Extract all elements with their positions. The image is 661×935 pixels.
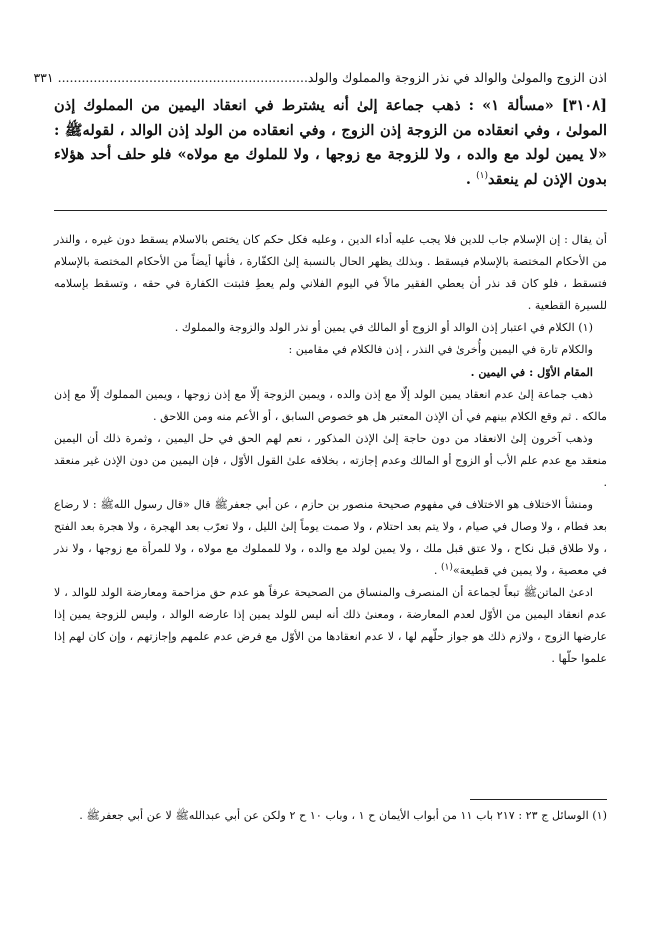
footnote-reference: (١) bbox=[440, 562, 453, 573]
maqam-heading: المقام الأوّل : في اليمين . bbox=[470, 365, 593, 379]
commentary-paragraph-2: ذهب جماعة إلىٰ عدم انعقاد يمين الولد إلّا مع إذن والده ، ويمين الزوجة إلّا مع إذن زوجها ، ويمين المملوك إلّا مع إذن مالكه . ثم وقع الكلام بينهم في أن الإذن المعتبر هل هو خصوص السابق ، أو الأعم منه ومن اللاحق . bbox=[54, 388, 607, 423]
previous-footnote: (١) الكلام في اعتبار إذن الوالد أو الزوج أو المالك في يمين أو نذر الولد والزوجة والمملوك . bbox=[174, 321, 593, 334]
main-divider bbox=[54, 210, 607, 211]
commentary-paragraph-3: وذهب آخرون إلىٰ الانعقاد من دون حاجة إلىٰ الإذن المذكور ، نعم لهم الحق في حل اليمين ، وثمرة ذلك أن اليمين منعقد مع عدم علم الأب أو الزوج أو المالك وعدم إجازته ، بخلافه علىٰ القول الأوّل ، فإن اليمين من دون الإذن غير منعقد . bbox=[54, 432, 607, 489]
commentary-paragraph-5: ادعىٰ الماتنﷺ تبعاً لجماعة أن المنصرف والمنساق من الصحيحة عرفاً هو عدم حق مزاحمة ومعارضة الولد للوالد ، لا عدم انعقاد اليمين من الأوّل لعدم المعارضة ، ومعنىٰ ذلك أنه ليس للولد يمين إذا عارضه الوالد ، وليس للزوجة يمين إذا عارضها الزوج ، ولازم ذلك هو جواز حلّهم لها ، لا عدم انعقادها من الأوّل مع فرض عدم علمهم وإجازتهم ، وإن كان لهم إذا علموا حلّها . bbox=[54, 586, 607, 665]
running-header bbox=[33, 70, 607, 90]
masala-body: [٣١٠٨] «مسألة ١» : ذهب جماعة إلىٰ أنه يشترط في انعقاد اليمين من المملوك إذن المولىٰ ، وفي انعقاده من الزوجة إذن الزوج ، وفي انعقاده من الولد إذن الوالد ، لقولهﷺ : «لا يمين لولد مع والده ، ولا للزوجة مع زوجها ، ولا للملوك مع مولاه» فلو حلف أحد هؤلاء بدون الإذن لم ينعقد bbox=[54, 97, 607, 188]
running-title: اذن الزوج والمولىٰ والوالد في نذر الزوجة والمملوك والولد....................................... bbox=[152, 70, 607, 85]
footnote-divider bbox=[470, 799, 607, 800]
footnote: (١) الوسائل ج ٢٣ : ٢١٧ باب ١١ من أبواب الأيمان ح ١ ، وباب ١٠ ح ٢ ولكن عن أبي عبداللهﷺ لا عن أبي جعفرﷺ . bbox=[79, 809, 607, 822]
footnote-reference: (١) bbox=[476, 170, 488, 181]
commentary bbox=[54, 229, 607, 670]
page-number: ٣٣١ ........................ bbox=[33, 70, 153, 85]
masala-text bbox=[54, 94, 607, 192]
commentary-paragraph-4: ومنشأ الاختلاف هو الاختلاف في مفهوم صحيحة منصور بن حازم ، عن أبي جعفرﷺ قال «قال رسول اللهﷺ : لا رضاع بعد فطام ، ولا وصال في صيام ، ولا يتم بعد احتلام ، ولا صمت يوماً إلىٰ الليل ، ولا تعرّب بعد الهجرة ، ولا هجرة بعد الفتح ، ولا طلاق قبل نكاح ، ولا عتق قبل ملك ، ولا يمين لولد مع والده ، ولا للمملوك مع مولاه ، ولا للمرأة مع زوجها ، ولا نذر في معصية ، ولا يمين في قطيعة»$^{(١)}$ . bbox=[54, 498, 607, 577]
commentary-paragraph-1: أن يقال : إن الإسلام جاب للدين فلا يجب عليه أداء الدين ، وعليه فكل حكم كان يختص بالاسلام يسقط دون غيره ، والنذر من الأحكام المختصة بالإسلام فيسقط . وبذلك يظهر الحال بالنسبة إلىٰ الكفّارة ، فأنها أيضاً من الأحكام المختصة بالإسلام فتسقط ، فلو كان قد نذر أن يعطي الفقير مالاً في اليوم الفلاني ولم يعطِ فثبتت الكفارة في حقه ، وتسقط بإسلامه للسيرة القطعية . bbox=[54, 233, 607, 312]
commentary-intro: والكلام تارة في اليمين وأُخرىٰ في النذر ، إذن فالكلام في مقامين : bbox=[288, 343, 593, 356]
masala-end: . bbox=[465, 170, 477, 188]
